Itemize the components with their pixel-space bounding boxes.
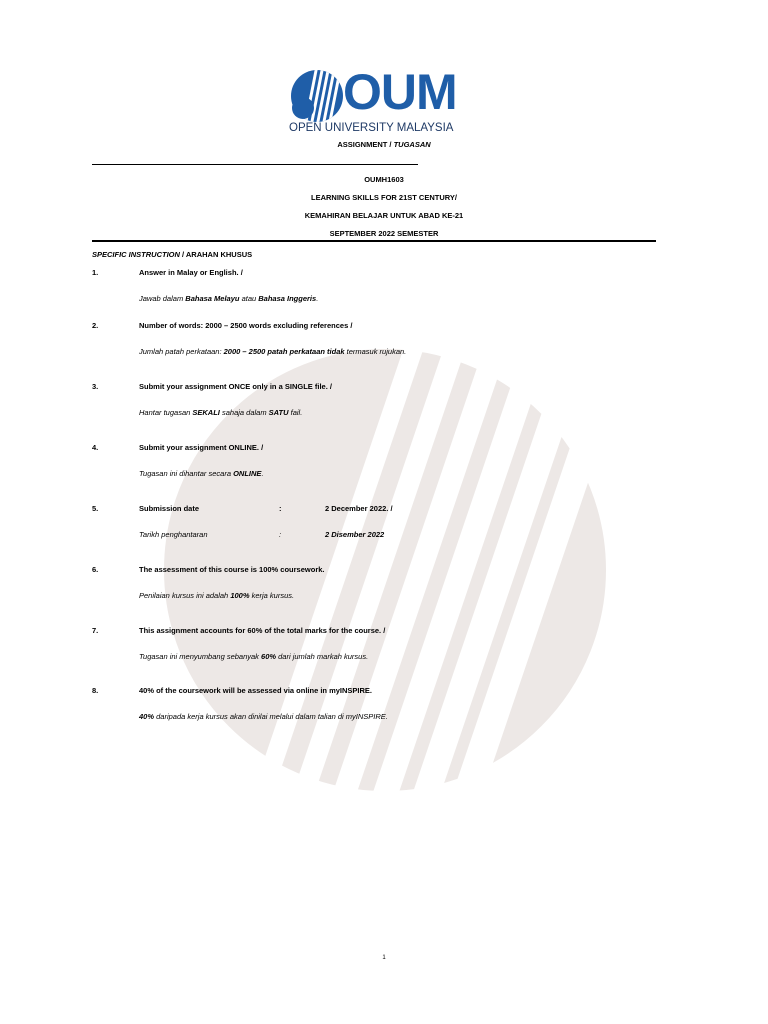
text-part: Tugasan ini dihantar secara — [139, 469, 234, 478]
text-part-bold: 100% — [230, 591, 250, 600]
course-code: OUMH1603 — [364, 175, 404, 184]
text-part: . — [261, 469, 264, 478]
text-part: termasuk rujukan. — [344, 347, 407, 356]
instruction-heading-my: / ARAHAN KHUSUS — [179, 250, 253, 259]
logo-wordmark: OUM — [343, 64, 457, 120]
course-title-en: LEARNING SKILLS FOR 21ST CENTURY/ — [311, 193, 457, 202]
submission-date-my: 2 Disember 2022 — [325, 530, 385, 539]
assignment-my: TUGASAN — [393, 140, 431, 149]
item-my-text — [139, 652, 368, 661]
text-part: sahaja dalam — [219, 408, 269, 417]
text-part-bold: 2000 – 2500 patah perkataan tidak — [223, 347, 345, 356]
item-en-text: 40% of the coursework will be assessed via online in myINSPIRE. — [139, 686, 372, 695]
instruction-heading — [92, 250, 252, 259]
text-part-bold: ONLINE — [233, 469, 262, 478]
text-part-bold: Bahasa Inggeris — [258, 294, 317, 303]
text-part-bold: SEKALI — [192, 408, 220, 417]
text-part: dari jumlah markah kursus. — [276, 652, 369, 661]
item-my-text — [139, 591, 294, 600]
item-en-text: Submit your assignment ONCE only in a SINGLE file. / — [139, 382, 332, 391]
item-en-text: The assessment of this course is 100% coursework. — [139, 565, 325, 574]
text-part: kerja kursus. — [249, 591, 295, 600]
item-my-text — [139, 469, 264, 478]
assignment-en: ASSIGNMENT / — [337, 140, 394, 149]
item-en-text: This assignment accounts for 60% of the total marks for the course. / — [139, 626, 386, 635]
item-en-text: Submission date — [139, 504, 200, 513]
semester: SEPTEMBER 2022 SEMESTER — [329, 229, 439, 238]
item-number: 6. — [92, 565, 99, 574]
assignment-label — [0, 140, 768, 149]
text-part: Hantar tugasan — [139, 408, 193, 417]
text-part-bold: SATU — [268, 408, 289, 417]
item-my-text — [139, 294, 318, 303]
page-number: 1 — [382, 955, 386, 961]
section-rule — [92, 240, 656, 242]
oum-globe-icon — [289, 68, 345, 124]
text-part: daripada kerja kursus akan dinilai melalui dalam talian di myINSPIRE. — [154, 712, 388, 721]
text-part-bold: Bahasa Melayu — [185, 294, 240, 303]
text-part: Jawab dalam — [139, 294, 186, 303]
oum-logo — [287, 66, 465, 136]
item-number: 4. — [92, 443, 99, 452]
item-my-text: Tarikh penghantaran — [139, 530, 208, 539]
item-my-text — [139, 408, 302, 417]
item-my-text — [139, 347, 406, 356]
header-rule — [92, 164, 418, 165]
text-part: fail. — [288, 408, 303, 417]
item-en-text: Submit your assignment ONLINE. / — [139, 443, 264, 452]
item-number: 1. — [92, 268, 99, 277]
item-number: 5. — [92, 504, 99, 513]
item-number: 2. — [92, 321, 99, 330]
logo-subtitle: OPEN UNIVERSITY MALAYSIA — [289, 122, 454, 134]
item-number: 3. — [92, 382, 99, 391]
item-number: 8. — [92, 686, 99, 695]
item-my-text — [139, 712, 388, 721]
submission-date-en: 2 December 2022. / — [325, 504, 393, 513]
text-part-bold: 60% — [261, 652, 277, 661]
course-title-my: KEMAHIRAN BELAJAR UNTUK ABAD KE-21 — [304, 211, 464, 220]
item-en-text: Number of words: 2000 – 2500 words excluding references / — [139, 321, 353, 330]
colon: : — [279, 504, 282, 513]
text-part: . — [316, 294, 319, 303]
item-number: 7. — [92, 626, 99, 635]
instruction-heading-en: SPECIFIC INSTRUCTION — [92, 250, 180, 259]
text-part: Penilaian kursus ini adalah — [139, 591, 231, 600]
text-part: Tugasan ini menyumbang sebanyak — [139, 652, 262, 661]
colon: : — [279, 530, 282, 539]
text-part: atau — [239, 294, 259, 303]
text-part-bold: 40% — [139, 712, 155, 721]
item-en-text: Answer in Malay or English. / — [139, 268, 243, 277]
text-part: Jumlah patah perkataan: — [139, 347, 224, 356]
